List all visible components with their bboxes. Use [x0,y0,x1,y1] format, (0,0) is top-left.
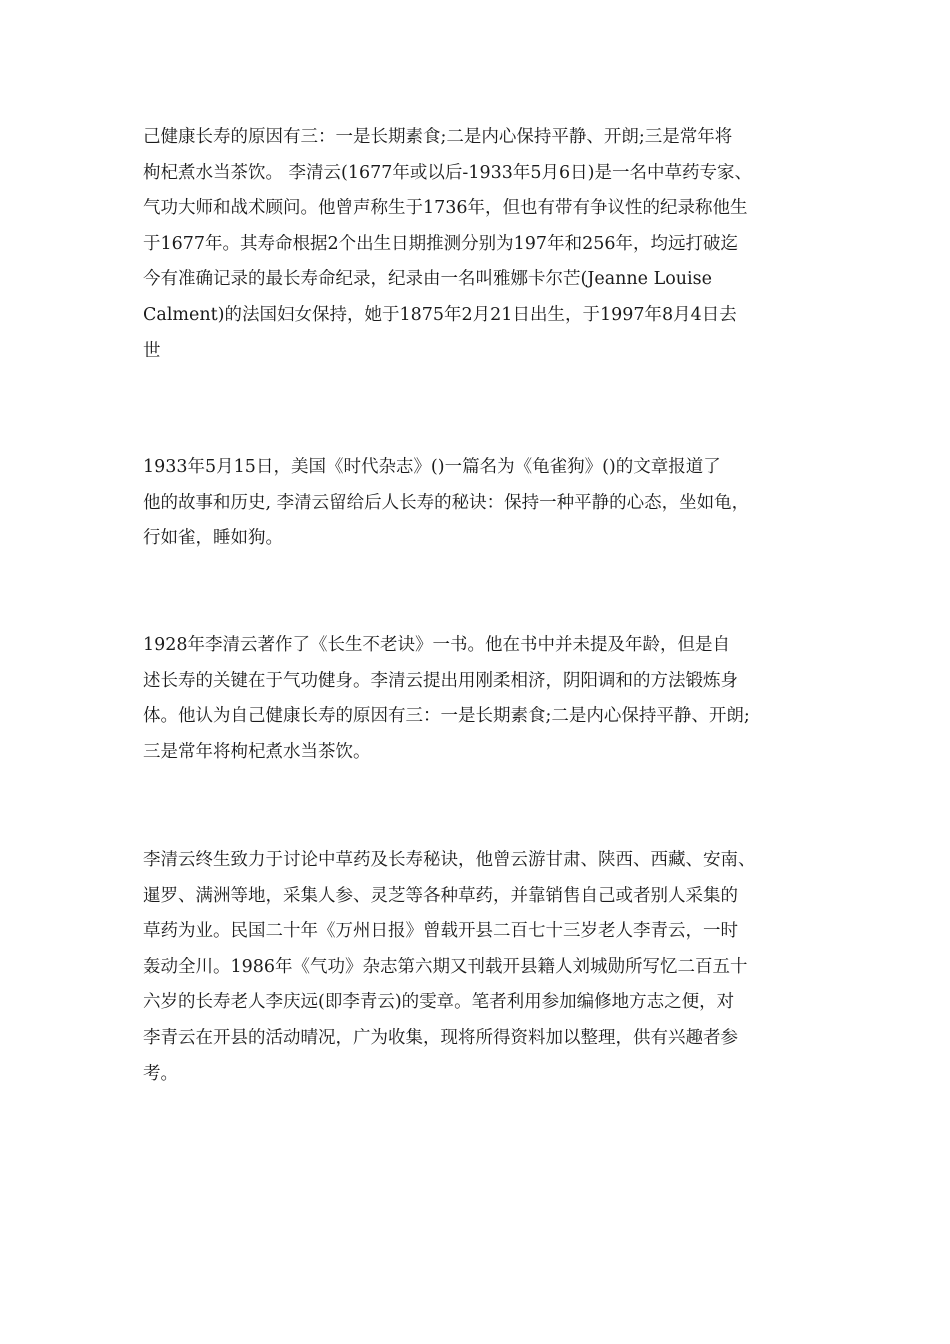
text-line: 暹罗、满洲等地，采集人参、灵芝等各种草药，并靠销售自己或者别人采集的 [143,885,738,906]
text-line: 草药为业。民国二十年《万州日报》曾载开县二百七十三岁老人李青云，一时 [143,921,738,942]
text-line: 六岁的长寿老人李庆远(即李青云)的雯章。笔者利用参加编修地方志之便，对 [143,992,735,1013]
text-line: 李青云在开县的活动晴况，广为收集，现将所得资料加以整理，供有兴趣者参 [143,1027,738,1048]
text-line: 行如雀，睡如狗。 [143,528,283,549]
text-line: 他的故事和历史, 李清云留给后人长寿的秘诀：保持一种平静的心态，坐如龟， [143,492,750,513]
text-line: 考。 [143,1063,178,1084]
text-line: 述长寿的关键在于气功健身。李清云提出用刚柔相济，阴阳调和的方法锻炼身 [143,670,738,691]
text-line: 气功大师和战术顾问。他曾声称生于1736年，但也有带有争议性的纪录称他生 [143,198,748,219]
text-line: 三是常年将枸杞煮水当茶饮。 [143,741,371,762]
text-line: Calment)的法国妇女保持，她于1875年2月21日出生，于1997年8月4日去 [143,304,737,325]
text-line: 1928年李清云著作了《长生不老诀》一书。他在书中并未提及年龄，但是自 [143,635,731,655]
paragraph-book-1928 [143,628,823,770]
text-line: 今有准确记录的最长寿命纪录，纪录由一名叫雅娜卡尔芒(Jeanne Louise [143,269,712,290]
paragraph-herbal-travels [143,843,823,1092]
text-line: 体。他认为自己健康长寿的原因有三：一是长期素食;二是内心保持平静、开朗; [143,706,750,727]
paragraph-longevity-reasons [143,120,823,369]
text-line: 己健康长寿的原因有三：一是长期素食;二是内心保持平静、开朗;三是常年将 [143,127,733,147]
text-line: 枸杞煮水当茶饮。 李清云(1677年或以后-1933年5月6日)是一名中草药专家、 [143,162,752,183]
text-line: 轰动全川。1986年《气功》杂志第六期又刊载开县籍人刘城勋所写忆二百五十 [143,956,748,977]
paragraph-time-magazine [143,450,823,557]
text-line: 1933年5月15日，美国《时代杂志》()一篇名为《龟雀狗》()的文章报道了 [143,457,721,477]
text-line: 世 [143,340,161,361]
text-line: 于1677年。其寿命根据2个出生日期推测分别为197年和256年，均远打破迄 [143,233,738,254]
text-line: 李清云终生致力于讨论中草药及长寿秘诀，他曾云游甘肃、陕西、西藏、安南、 [143,850,756,870]
